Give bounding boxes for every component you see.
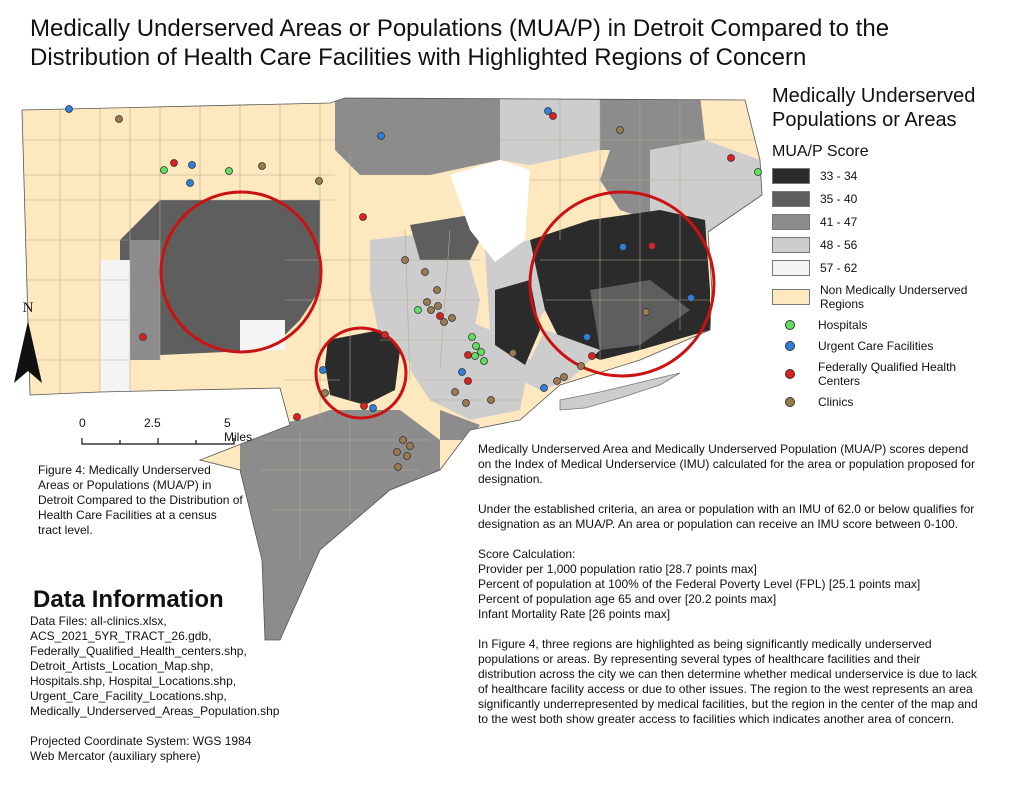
legend-label: 57 - 62 — [820, 261, 858, 275]
clinic-point — [554, 378, 561, 385]
description-text — [478, 442, 978, 742]
legend-swatch — [772, 214, 810, 230]
figure-caption: Figure 4: Medically Underserved Areas or Populations (MUA/P) in Detroit Compared to the Distribution of Health Care Facilities at a census tract level. — [38, 463, 243, 537]
urgent-care-point — [620, 244, 627, 251]
clinic-point — [441, 319, 448, 326]
scale-label: 2.5 — [144, 416, 161, 430]
legend-swatch — [772, 237, 810, 253]
hospital-point — [472, 353, 479, 360]
score-line: Percent of population at 100% of the Federal Poverty Level (FPL) [25.1 points max] — [478, 577, 921, 591]
tract-fill — [335, 95, 500, 175]
tract-fill — [600, 95, 705, 150]
legend-subtitle: MUA/P Score — [772, 143, 869, 160]
data-file-line: Medically_Underserved_Areas_Population.shp — [30, 704, 280, 718]
urgent-care-point — [378, 133, 385, 140]
legend-item — [772, 168, 1012, 184]
clinic-point — [402, 257, 409, 264]
clinic-point — [643, 309, 650, 316]
fqhc-point — [361, 403, 368, 410]
clinic-point — [510, 350, 517, 357]
legend-label: Non Medically Underserved Regions — [820, 283, 968, 311]
legend-dot — [785, 397, 795, 407]
score-line: Percent of population age 65 and over [20.2 points max] — [478, 592, 777, 606]
clinic-point — [463, 400, 470, 407]
hospital-point — [473, 343, 480, 350]
clinic-point — [488, 397, 495, 404]
legend-dot — [785, 320, 795, 330]
tract-fill — [130, 240, 160, 360]
legend-label: Hospitals — [818, 318, 868, 332]
urgent-care-point — [187, 180, 194, 187]
legend-item — [772, 283, 1012, 311]
fqhc-point — [294, 414, 301, 421]
score-line: Infant Mortality Rate [26 points max] — [478, 607, 671, 621]
crs-line: Projected Coordinate System: WGS 1984 — [30, 734, 252, 748]
hospital-point — [415, 307, 422, 314]
hospital-point — [755, 169, 762, 176]
fqhc-point — [589, 353, 596, 360]
hospital-point — [469, 334, 476, 341]
data-file-line: ACS_2021_5YR_TRACT_26.gdb, — [30, 629, 212, 643]
hospital-point — [481, 358, 488, 365]
map-title: Medically Underserved Areas or Populations (MUA/P) in Detroit Compared to the Distribution of Health Care Facilities with Highlighted Regions of Concern — [30, 15, 890, 71]
fqhc-point — [140, 334, 147, 341]
legend-title: Medically Underserved Populations or Areas — [772, 85, 976, 131]
legend-swatch — [772, 168, 810, 184]
clinic-point — [394, 449, 401, 456]
north-arrow-icon — [14, 321, 42, 383]
legend-item — [772, 260, 1012, 276]
scale-label: 0 — [79, 416, 86, 430]
legend-item — [772, 214, 1012, 230]
scale-label: 5 Miles — [224, 416, 253, 444]
urgent-care-point — [189, 162, 196, 169]
clinic-point — [316, 178, 323, 185]
fqhc-point — [465, 352, 472, 359]
legend-label: Federally Qualified Health Centers — [818, 360, 957, 388]
urgent-care-point — [541, 385, 548, 392]
urgent-care-point — [370, 405, 377, 412]
legend-label: 35 - 40 — [820, 192, 858, 206]
map-legend — [772, 84, 1012, 416]
north-label: N — [22, 300, 34, 316]
fqhc-point — [382, 332, 389, 339]
tract-fill — [240, 320, 285, 352]
clinic-point — [452, 389, 459, 396]
data-file-line: Detroit_Artists_Location_Map.shp, — [30, 659, 214, 673]
data-file-line: Hospitals.shp, Hospital_Locations.shp, — [30, 674, 237, 688]
data-file-line: Urgent_Care_Facility_Locations.shp, — [30, 689, 227, 703]
urgent-care-point — [320, 367, 327, 374]
legend-swatch — [772, 191, 810, 207]
clinic-point — [395, 464, 402, 471]
legend-dot — [785, 369, 795, 379]
clinic-point — [578, 363, 585, 370]
hospital-point — [226, 168, 233, 175]
fqhc-point — [649, 243, 656, 250]
crs-line: Web Mercator (auxiliary sphere) — [30, 749, 201, 763]
legend-item — [772, 395, 1012, 409]
fqhc-point — [465, 378, 472, 385]
legend-swatch — [772, 260, 810, 276]
score-line: Provider per 1,000 population ratio [28.7 points max] — [478, 562, 757, 576]
data-information — [30, 586, 350, 764]
scale-bar-graphic — [78, 416, 258, 456]
legend-item — [772, 237, 1012, 253]
legend-dot — [785, 341, 795, 351]
scale-bar — [78, 416, 258, 456]
clinic-point — [435, 303, 442, 310]
clinic-point — [407, 443, 414, 450]
legend-label: 48 - 56 — [820, 238, 858, 252]
legend-label: Urgent Care Facilities — [818, 339, 934, 353]
legend-label: 33 - 34 — [820, 169, 858, 183]
urgent-care-point — [66, 106, 73, 113]
clinic-point — [404, 453, 411, 460]
data-file-line: Data Files: all-clinics.xlsx, — [30, 614, 167, 628]
legend-label: 41 - 47 — [820, 215, 858, 229]
legend-swatch — [772, 289, 810, 305]
legend-item — [772, 191, 1012, 207]
description-paragraph: Medically Underserved Area and Medically Underserved Population (MUA/P) scores depend on the Index of Medical Underservice (IMU) calculated for the area or population proposed for designation. — [478, 442, 975, 486]
clinic-point — [561, 374, 568, 381]
fqhc-point — [550, 113, 557, 120]
data-information-heading: Data Information — [33, 586, 224, 613]
hospital-point — [161, 167, 168, 174]
legend-item — [772, 339, 1012, 353]
legend-item — [772, 318, 1012, 332]
clinic-point — [116, 116, 123, 123]
fqhc-point — [728, 155, 735, 162]
clinic-point — [617, 127, 624, 134]
fqhc-point — [360, 214, 367, 221]
clinic-point — [400, 437, 407, 444]
fqhc-point — [171, 160, 178, 167]
urgent-care-point — [584, 334, 591, 341]
north-arrow — [14, 300, 42, 388]
spacer — [30, 719, 350, 734]
legend-label: Clinics — [818, 395, 854, 409]
score-line: Score Calculation: — [478, 547, 576, 561]
clinic-point — [422, 269, 429, 276]
clinic-point — [449, 315, 456, 322]
legend-item — [772, 360, 1012, 388]
clinic-point — [424, 299, 431, 306]
clinic-point — [428, 307, 435, 314]
clinic-point — [322, 390, 329, 397]
urgent-care-point — [459, 369, 466, 376]
urgent-care-point — [688, 295, 695, 302]
clinic-point — [259, 163, 266, 170]
description-paragraph: Under the established criteria, an area or population with an IMU of 62.0 or below qualifies for designation as an MUA/P. An area or population can receive an IMU score between 0-100. — [478, 502, 975, 531]
clinic-point — [434, 287, 441, 294]
data-file-line: Federally_Qualified_Health_centers.shp, — [30, 644, 247, 658]
description-paragraph: In Figure 4, three regions are highlighted as being significantly medically underserved populations or areas. By representing several types of healthcare facilities and their distribution across the city we can then determine whether medical underservice is due to lack of healthcare facility access or due to other issues. The region to the west represents an area significantly underrepresented by medical facilities, but the region in the center of the map and to the west both show greater access to facilities which indicates another area of concern. — [478, 637, 978, 726]
